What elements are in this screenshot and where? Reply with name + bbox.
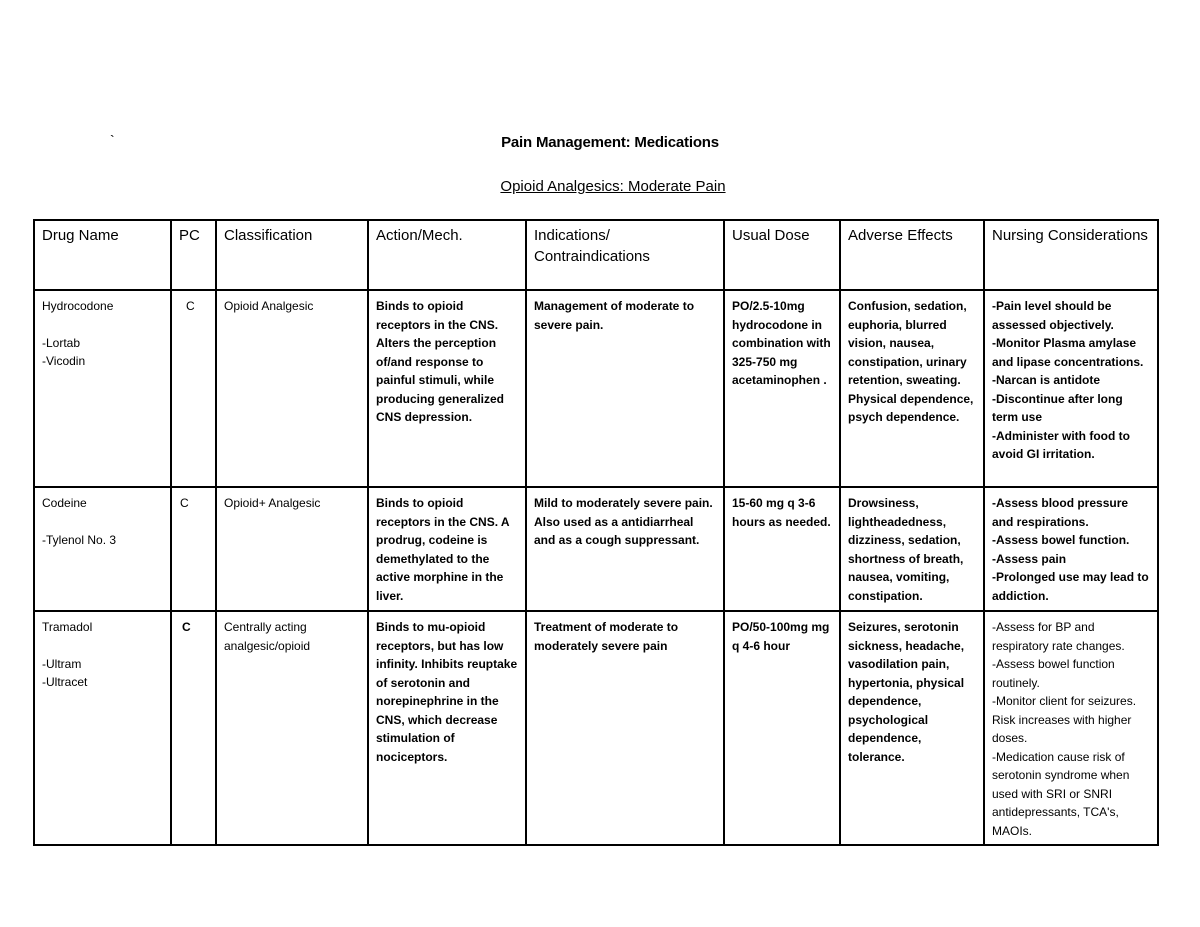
col-header-indications: Indications/ Contraindications <box>526 220 724 290</box>
cell-drug-name <box>34 290 171 487</box>
cell-adverse-effects: Drowsiness, lightheadedness, dizziness, sedation, shortness of breath, nausea, vomiting, constipation. <box>840 487 984 611</box>
nursing-item: -Prolonged use may lead to addiction. <box>992 570 1153 603</box>
cell-nursing <box>984 290 1158 487</box>
nursing-item: -Assess bowel function routinely. <box>992 657 1119 690</box>
nursing-item: -Assess bowel function. <box>992 533 1130 547</box>
cell-adverse-effects: Confusion, sedation, euphoria, blurred vision, nausea, constipation, urinary retention, sweating. Physical dependence, psych dependence. <box>840 290 984 487</box>
table-header-row <box>34 220 1158 290</box>
nursing-item: -Administer with food to avoid GI irritation. <box>992 428 1134 461</box>
table-row <box>34 487 1158 611</box>
cell-action: Binds to opioid receptors in the CNS. A prodrug, codeine is demethylated to the active morphine in the liver. <box>368 487 526 611</box>
drug-name: Codeine <box>42 496 87 510</box>
brand-name: -Lortab <box>42 335 81 350</box>
table-row <box>34 611 1158 845</box>
page-title: Pain Management: Medications <box>501 134 719 151</box>
col-header-usual-dose: Usual Dose <box>724 220 840 290</box>
cell-usual-dose: PO/2.5-10mg hydrocodone in combination with 325-750 mg acetaminophen . <box>724 290 840 487</box>
nursing-item: -Assess blood pressure and respirations. <box>992 496 1132 529</box>
nursing-item: -Monitor client for seizures. Risk increases with higher doses. <box>992 694 1140 745</box>
col-header-nursing: Nursing Considerations <box>984 220 1158 290</box>
cell-pc: C <box>171 290 216 487</box>
cell-classification: Opioid Analgesic <box>216 290 368 487</box>
medications-table <box>33 219 1159 846</box>
brand-name: -Tylenol No. 3 <box>42 532 117 547</box>
col-header-classification: Classification <box>216 220 368 290</box>
drug-name: Tramadol <box>42 620 93 634</box>
table-row <box>34 290 1158 487</box>
cell-drug-name <box>34 487 171 611</box>
drug-name: Hydrocodone <box>42 299 114 313</box>
cell-usual-dose: 15-60 mg q 3-6 hours as needed. <box>724 487 840 611</box>
cell-pc: C <box>171 611 216 845</box>
cell-classification: Opioid+ Analgesic <box>216 487 368 611</box>
cell-usual-dose: PO/50-100mg mg q 4-6 hour <box>724 611 840 845</box>
cell-indications: Mild to moderately severe pain. Also used as a antidiarrheal and as a cough suppressant. <box>526 487 724 611</box>
brand-name: -Ultracet <box>42 675 88 689</box>
cell-pc: C <box>171 487 216 611</box>
nursing-item: -Assess for BP and respiratory rate changes. <box>992 620 1125 653</box>
cell-indications: Management of moderate to severe pain. <box>526 290 724 487</box>
cell-classification: Centrally acting analgesic/opioid <box>216 611 368 845</box>
cell-nursing <box>984 487 1158 611</box>
cell-indications: Treatment of moderate to moderately severe pain <box>526 611 724 845</box>
col-header-action: Action/Mech. <box>368 220 526 290</box>
brand-name: -Vicodin <box>42 354 86 368</box>
cell-action: Binds to opioid receptors in the CNS. Alters the perception of/and response to painful stimuli, while producing generalized CNS depression. <box>368 290 526 487</box>
cell-drug-name <box>34 611 171 845</box>
nursing-item: -Monitor Plasma amylase and lipase concentrations. <box>992 336 1144 369</box>
nursing-item: -Assess pain <box>992 551 1067 566</box>
cell-nursing <box>984 611 1158 845</box>
brand-name: -Ultram <box>42 656 82 671</box>
nursing-item: -Narcan is antidote <box>992 373 1101 387</box>
nursing-item: -Pain level should be assessed objectively. <box>992 299 1115 332</box>
nursing-item: -Discontinue after long term use <box>992 391 1127 424</box>
col-header-adverse-effects: Adverse Effects <box>840 220 984 290</box>
col-header-pc: PC <box>171 220 216 290</box>
nursing-item: -Medication cause risk of serotonin syndrome when used with SRI or SNRI antidepressants, TCA's, MAOIs. <box>992 749 1133 838</box>
page-subtitle: Opioid Analgesics: Moderate Pain <box>500 178 726 195</box>
col-header-drug-name: Drug Name <box>34 220 171 290</box>
cell-action: Binds to mu-opioid receptors, but has low infinity. Inhibits reuptake of serotonin and norepinephrine in the CNS, which decrease stimulation of nociceptors. <box>368 611 526 845</box>
cell-adverse-effects: Seizures, serotonin sickness, headache, vasodilation pain, hypertonia, physical dependence, psychological dependence, tolerance. <box>840 611 984 845</box>
stray-backtick: ` <box>110 132 115 148</box>
